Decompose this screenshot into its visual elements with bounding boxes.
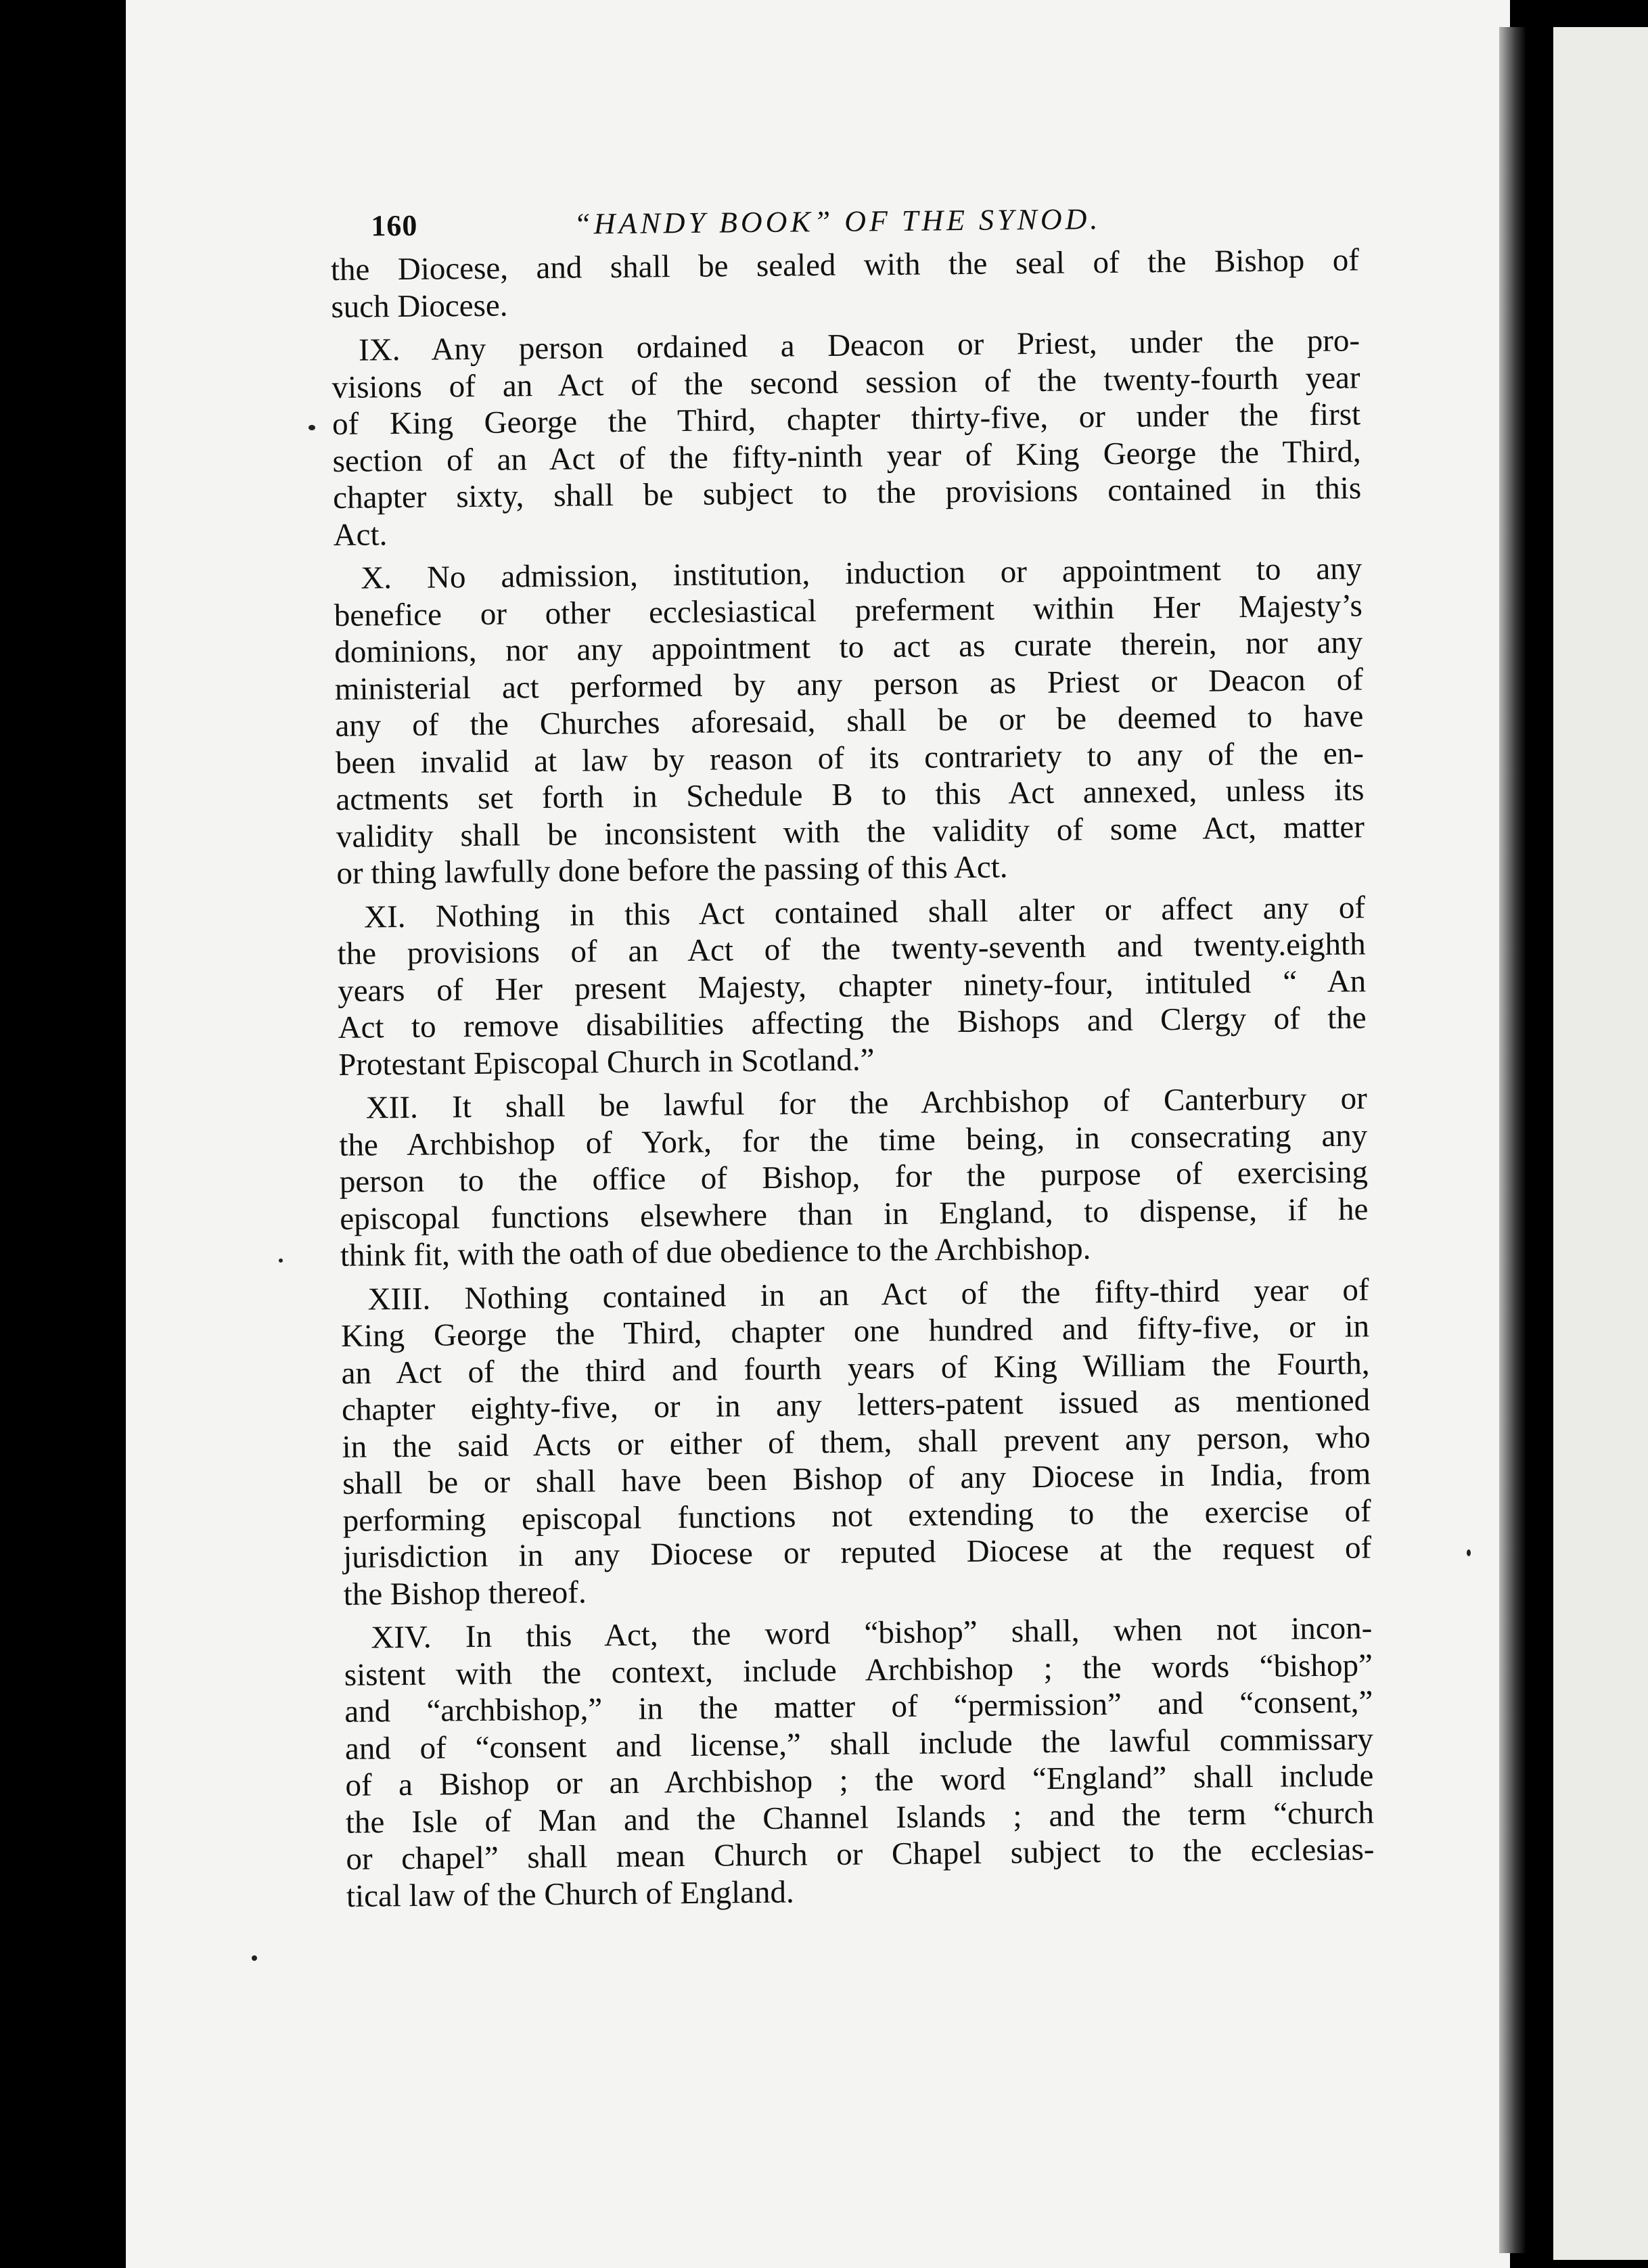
scan-speck [308,425,315,430]
text-line: Act to remove disabilities affecting the Bishops and Clergy of the [338,1000,1367,1045]
text-line: chapter eighty-five, or in any letters-patent issued as mentioned [341,1382,1371,1428]
text-line: jurisdiction in any Diocese or reputed Diocese at the request of [342,1530,1372,1575]
text-line: benefice or other ecclesiastical preferment within Her Majesty’s [334,587,1363,633]
text-line: of King George the Third, chapter thirty-five, or under the first [331,396,1361,442]
paragraph [344,1610,1375,1915]
text-line: section of an Act of the fifty-ninth year of King George the Third, [332,433,1361,479]
running-head [330,193,1359,252]
paragraph [334,550,1365,892]
running-title: “HANDY BOOK” OF THE SYNOD. [574,202,1101,241]
body-text [331,242,1375,1914]
text-line: shall be or shall have been Bishop of any Diocese in India, from [342,1456,1371,1501]
scan-speck [279,1258,283,1263]
paragraph [340,1271,1372,1613]
text-line: years of Her present Majesty, chapter ninety-four, intituled “ An [337,963,1367,1009]
page-gutter-shadow [1499,27,1526,2253]
text-line: IX. Any person ordained a Deacon or Priest, under the pro- [358,323,1360,368]
text-line: the Diocese, and shall be sealed with the seal of the Bishop of [330,242,1360,288]
text-line: of a Bishop or an Archbishop ; the word “England” shall include [345,1758,1374,1803]
page-text [330,193,1375,1921]
paragraph [337,889,1367,1083]
text-line: episcopal functions elsewhere than in England, to dispense, if he [340,1191,1369,1237]
text-line: chapter sixty, shall be subject to the provisions contained in this [332,470,1362,516]
text-line: XIV. In this Act, the word “bishop” shall, when not incon- [371,1610,1373,1656]
text-line: or chapel” shall mean Church or Chapel subject to the ecclesias- [346,1832,1375,1877]
page-number: 160 [371,208,418,243]
paragraph [339,1080,1369,1274]
text-line: Protestant Episcopal Church in Scotland.” [338,1041,875,1083]
text-line: actments set forth in Schedule B to this Act annexed, unless its [336,772,1365,817]
text-line: any of the Churches aforesaid, shall be or be deemed to have [335,698,1364,744]
text-line: validity shall be inconsistent with the validity of some Act, matter [336,809,1365,855]
text-line: X. No admission, institution, induction or appointment to any [361,551,1363,596]
text-line: and of “consent and license,” shall include the lawful commissary [344,1721,1374,1767]
text-line: an Act of the third and fourth years of King William the Fourth, [341,1345,1370,1391]
text-line: dominions, nor any appointment to act as curate therein, nor any [334,625,1363,670]
text-line: person to the office of Bishop, for the purpose of exercising [339,1154,1369,1200]
text-line: XI. Nothing in this Act contained shall alter or affect any of [363,889,1366,935]
text-line: the Isle of Man and the Channel Islands ; and the term “church [345,1794,1375,1840]
text-line: visions of an Act of the second session of the twenty-fourth year [331,359,1360,405]
scan-speck [1467,1549,1471,1556]
text-line: think fit, with the oath of due obedience to the Archbishop. [340,1231,1091,1273]
text-line: and “archbishop,” in the matter of “permission” and “consent,” [344,1684,1373,1729]
text-line: the provisions of an Act of the twenty-seventh and twenty.eighth [337,926,1366,972]
text-line: the Archbishop of York, for the time being, in consecrating any [339,1117,1368,1163]
text-line: or thing lawfully done before the passing of this Act. [336,849,1008,891]
text-line: XII. It shall be lawful for the Archbishop of Canterbury or [365,1081,1368,1126]
scan-speck [252,1955,257,1961]
text-line: sistent with the context, include Archbishop ; the words “bishop” [344,1647,1373,1693]
text-line: performing episcopal functions not extending to the exercise of [342,1493,1371,1539]
text-line: XIII. Nothing contained in an Act of the fifty-third year of [367,1271,1369,1317]
text-line: in the said Acts or either of them, shall prevent any person, who [342,1419,1371,1465]
text-line: tical law of the Church of England. [346,1874,794,1914]
facing-page-edge [1553,27,1648,2260]
text-line: Act. [333,516,388,553]
paragraph [331,242,1360,325]
text-line: King George the Third, chapter one hundred and fifty-five, or in [340,1309,1370,1354]
text-line: the Bishop thereof. [343,1574,587,1612]
text-line: ministerial act performed by any person as Priest or Deacon of [334,661,1364,707]
text-line: been invalid at law by reason of its contrariety to any of the en- [335,735,1365,781]
paragraph [331,322,1362,553]
text-line: such Diocese. [331,287,508,325]
